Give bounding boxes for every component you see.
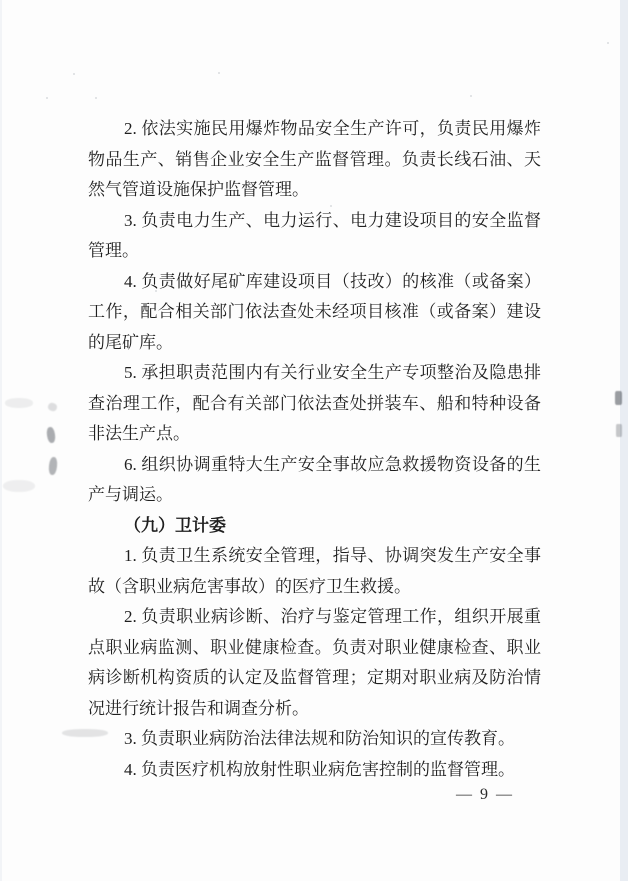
- scan-speck: [470, 95, 472, 97]
- text-line: 5. 承担职责范围内有关行业安全生产专项整治及隐患排: [124, 363, 541, 382]
- text-line: 的尾矿库。: [88, 332, 173, 352]
- text-line: 病诊断机构资质的认定及监督管理；定期对职业病及防治情: [88, 668, 541, 687]
- scan-speck: [218, 72, 220, 74]
- scan-smudge: [47, 402, 58, 413]
- scan-smudge: [62, 729, 108, 737]
- document-body: [88, 114, 541, 785]
- paragraph: [88, 267, 541, 359]
- scan-speck: [73, 73, 75, 75]
- text-line: 非法生产点。: [88, 424, 190, 443]
- paragraph: [88, 541, 541, 602]
- text-line: 1. 负责卫生系统安全管理，指导、协调突发生产安全事: [124, 546, 541, 565]
- scan-smudge: [3, 480, 35, 492]
- text-line: 产与调运。: [88, 485, 173, 504]
- text-line: 查治理工作，配合有关部门依法查处拼装车、船和特种设备: [88, 393, 541, 413]
- text-line: 工作，配合相关部门依法查处未经项目核准（或备案）建设: [88, 302, 541, 321]
- section-heading: [88, 511, 541, 542]
- scan-smudge: [615, 391, 622, 405]
- scan-speck: [330, 205, 332, 207]
- text-line: 3. 负责职业病防治法律法规和防治知识的宣传教育。: [124, 729, 515, 748]
- text-line: 况进行统计报告和调查分析。: [88, 698, 309, 718]
- text-line: 故（含职业病危害事故）的医疗卫生救援。: [88, 576, 411, 596]
- scan-edge-left: [0, 0, 2, 881]
- paragraph: [88, 450, 541, 511]
- paragraph: [88, 206, 541, 267]
- text-line: （九）卫计委: [124, 515, 226, 535]
- scan-smudge: [5, 398, 33, 408]
- text-line: 然气管道设施保护监督管理。: [88, 180, 309, 199]
- scan-speck: [607, 42, 609, 44]
- paragraph: [88, 602, 541, 724]
- text-line: 4. 负责做好尾矿库建设项目（技改）的核准（或备案）: [124, 271, 541, 291]
- text-line: 6. 组织协调重特大生产安全事故应急救援物资设备的生: [124, 454, 541, 474]
- text-line: 2. 负责职业病诊断、治疗与鉴定管理工作，组织开展重: [124, 607, 541, 626]
- scan-smudge: [48, 457, 58, 476]
- paragraph: [88, 114, 541, 206]
- text-line: 管理。: [88, 241, 139, 260]
- scan-speck: [46, 97, 48, 99]
- paragraph: [88, 755, 541, 786]
- text-line: 2. 依法实施民用爆炸物品安全生产许可，负责民用爆炸: [124, 119, 541, 138]
- paragraph: [88, 358, 541, 450]
- scan-smudge: [46, 427, 56, 444]
- scan-speck: [155, 290, 157, 292]
- text-line: 物品生产、销售企业安全生产监督管理。负责长线石油、天: [88, 149, 541, 169]
- text-line: 3. 负责电力生产、电力运行、电力建设项目的安全监督: [124, 210, 541, 230]
- scan-smudge: [616, 424, 622, 437]
- text-line: 点职业病监测、职业健康检查。负责对职业健康检查、职业: [88, 637, 541, 657]
- scan-edge-right: [620, 0, 628, 881]
- page-number: — 9 —: [456, 786, 514, 803]
- paragraph: [88, 724, 541, 755]
- scan-speck: [95, 97, 97, 99]
- text-line: 4. 负责医疗机构放射性职业病危害控制的监督管理。: [124, 759, 515, 779]
